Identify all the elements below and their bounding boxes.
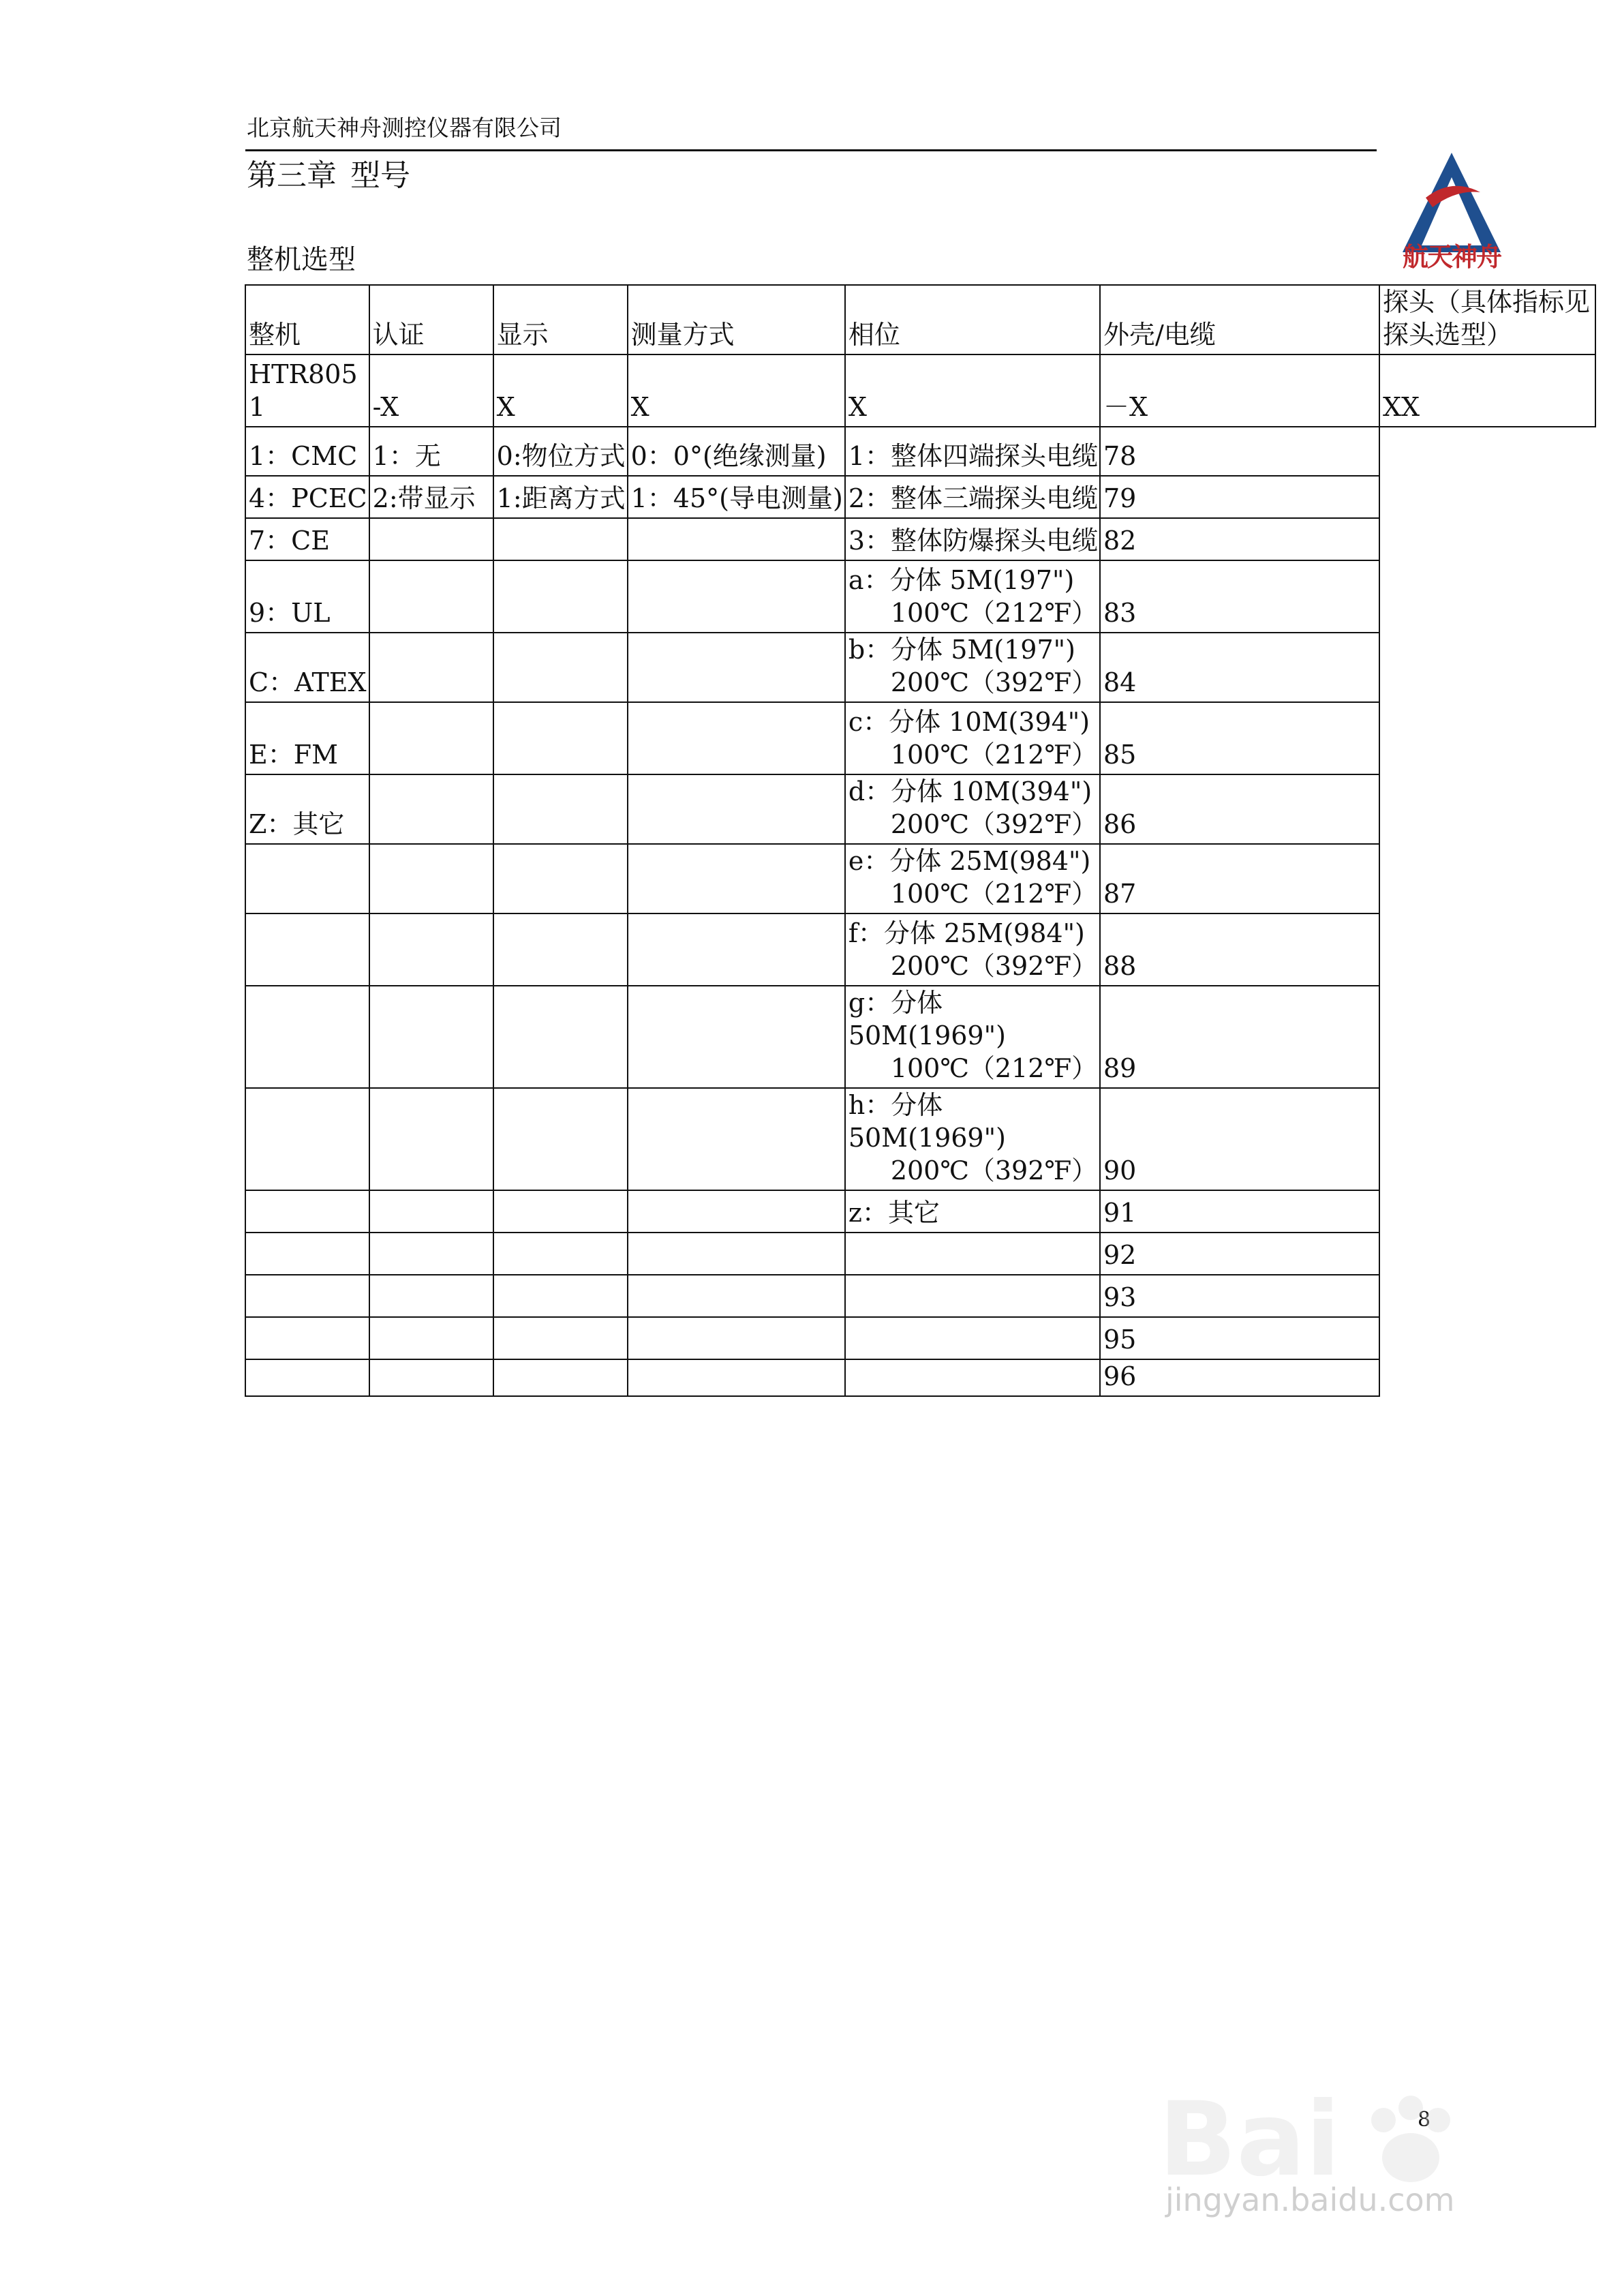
table-cell: [845, 427, 1100, 476]
table-cell: [628, 633, 845, 702]
table-cell: [628, 518, 845, 560]
page-number: 8: [1418, 2108, 1431, 2132]
table-cell: [245, 913, 369, 986]
code-cell: XX: [1379, 354, 1595, 427]
table-cell: [628, 1233, 845, 1275]
watermark-text: jingyan.baidu.com: [1165, 2181, 1455, 2218]
table-cell: [245, 1359, 369, 1396]
table-cell: 84: [1100, 633, 1379, 702]
header-cell: 外壳/电缆: [1100, 285, 1379, 354]
shell-option-label: f：分体 25M(984"): [848, 918, 1085, 948]
table-cell: 1：CMC: [245, 427, 369, 476]
table-cell: [628, 913, 845, 986]
table-header-row: [245, 285, 1595, 354]
table-row: [245, 844, 1595, 913]
table-row: [245, 560, 1595, 633]
header-divider: [245, 149, 1377, 151]
table-cell: 0:物位方式: [493, 427, 628, 476]
table-cell: [245, 1317, 369, 1359]
table-cell: 78: [1100, 427, 1379, 476]
table-cell: [493, 913, 628, 986]
model-cell: HTR8051: [245, 354, 369, 427]
table-cell: 89: [1100, 986, 1379, 1088]
shell-option-label: 1：整体四端探头电缆: [848, 441, 1098, 471]
chapter-title: 型号: [350, 158, 410, 193]
table-cell: [369, 844, 493, 913]
table-cell: [493, 774, 628, 844]
code-cell: -X: [369, 354, 493, 427]
table-cell: [628, 1317, 845, 1359]
header-cell: 测量方式: [628, 285, 845, 354]
table-row: [245, 913, 1595, 986]
table-cell: [628, 702, 845, 774]
shell-option-label: h：分体 50M(1969"): [848, 1090, 1006, 1153]
shell-option-label: z：其它: [848, 1198, 940, 1228]
code-row: [245, 354, 1595, 427]
shell-option-label: g：分体 50M(1969"): [848, 988, 1006, 1051]
table-cell: [369, 1088, 493, 1190]
table-cell: [369, 518, 493, 560]
table-cell: 83: [1100, 560, 1379, 633]
table-cell: 90: [1100, 1088, 1379, 1190]
table-row: [245, 1275, 1595, 1317]
header-cell: 整机: [245, 285, 369, 354]
table-cell: [245, 986, 369, 1088]
shell-temperature: 100℃（212℉）: [890, 740, 1098, 770]
table-cell: [628, 1088, 845, 1190]
code-cell: X: [493, 354, 628, 427]
table-cell: 7：CE: [245, 518, 369, 560]
table-cell: 91: [1100, 1190, 1379, 1233]
section-title: 整机选型: [247, 244, 356, 275]
table-cell: [845, 986, 1100, 1088]
table-cell: [493, 844, 628, 913]
table-cell: [245, 1233, 369, 1275]
table-cell: [369, 560, 493, 633]
header-cell: 相位: [845, 285, 1100, 354]
table-cell: [845, 1088, 1100, 1190]
table-cell: [493, 518, 628, 560]
shell-temperature: 200℃（392℉）: [890, 1155, 1098, 1185]
table-cell: [628, 560, 845, 633]
shell-temperature: 200℃（392℉）: [890, 951, 1098, 981]
table-cell: 1：45°(导电测量): [628, 476, 845, 518]
code-cell: －X: [1100, 354, 1379, 427]
shell-option-label: a：分体 5M(197"): [848, 565, 1075, 595]
table-cell: 93: [1100, 1275, 1379, 1317]
table-cell: 1：无: [369, 427, 493, 476]
table-cell: [369, 1233, 493, 1275]
table-cell: 96: [1100, 1359, 1379, 1396]
table-cell: C：ATEX: [245, 633, 369, 702]
table-cell: 87: [1100, 844, 1379, 913]
table-cell: [628, 1190, 845, 1233]
table-row: [245, 1317, 1595, 1359]
table-row: [245, 986, 1595, 1088]
table-cell: Z：其它: [245, 774, 369, 844]
table-cell: [845, 1317, 1100, 1359]
table-cell: 85: [1100, 702, 1379, 774]
table-cell: [845, 1359, 1100, 1396]
table-cell: 86: [1100, 774, 1379, 844]
table-row: [245, 1233, 1595, 1275]
table-cell: [369, 702, 493, 774]
table-row: [245, 633, 1595, 702]
table-row: [245, 518, 1595, 560]
header-cell: 显示: [493, 285, 628, 354]
table-cell: 95: [1100, 1317, 1379, 1359]
table-cell: [493, 633, 628, 702]
table-cell: [369, 1275, 493, 1317]
shell-option-label: b：分体 5M(197"): [848, 635, 1075, 665]
table-cell: [369, 913, 493, 986]
table-cell: [369, 1359, 493, 1396]
table-cell: [845, 702, 1100, 774]
chapter-label: 第三章: [247, 158, 337, 193]
shell-temperature: 200℃（392℉）: [890, 809, 1098, 839]
table-cell: [845, 1190, 1100, 1233]
table-cell: [369, 986, 493, 1088]
table-cell: [845, 1275, 1100, 1317]
table-cell: [493, 1359, 628, 1396]
table-cell: 82: [1100, 518, 1379, 560]
shell-temperature: 100℃（212℉）: [890, 1053, 1098, 1083]
svg-text:Bai: Bai: [1159, 2081, 1341, 2199]
table-cell: 88: [1100, 913, 1379, 986]
table-cell: [493, 1190, 628, 1233]
table-cell: 1:距离方式: [493, 476, 628, 518]
table-cell: 92: [1100, 1233, 1379, 1275]
table-cell: [369, 1317, 493, 1359]
table-cell: [493, 702, 628, 774]
table-cell: [493, 986, 628, 1088]
table-row: [245, 702, 1595, 774]
table-cell: [369, 774, 493, 844]
table-cell: [845, 774, 1100, 844]
company-name: 北京航天神舟测控仪器有限公司: [247, 115, 562, 141]
table-cell: [845, 476, 1100, 518]
table-cell: 4：PCEC: [245, 476, 369, 518]
table-cell: [845, 633, 1100, 702]
table-cell: [628, 844, 845, 913]
header-cell: 认证: [369, 285, 493, 354]
logo-text: 航天神舟: [1402, 242, 1501, 272]
shell-temperature: 100℃（212℉）: [890, 598, 1098, 628]
table-row: [245, 476, 1595, 518]
table-cell: 0：0°(绝缘测量): [628, 427, 845, 476]
table-cell: [493, 1317, 628, 1359]
table-cell: [628, 774, 845, 844]
table-cell: [245, 1190, 369, 1233]
table-cell: [245, 1088, 369, 1190]
table-cell: [493, 1233, 628, 1275]
table-cell: [245, 844, 369, 913]
table-cell: [493, 1275, 628, 1317]
model-selection-table: [245, 284, 1596, 1397]
shell-option-label: 3：整体防爆探头电缆: [848, 526, 1098, 556]
shell-option-label: 2：整体三端探头电缆: [848, 483, 1098, 513]
chapter-heading: [247, 157, 410, 195]
table-cell: E：FM: [245, 702, 369, 774]
header-cell: 探头（具体指标见探头选型）: [1379, 285, 1595, 354]
table-row: [245, 1088, 1595, 1190]
table-cell: [493, 560, 628, 633]
table-row: [245, 1359, 1595, 1396]
table-cell: 2:带显示: [369, 476, 493, 518]
shell-option-label: d：分体 10M(394"): [848, 776, 1092, 806]
table-cell: [369, 633, 493, 702]
table-cell: [845, 913, 1100, 986]
table-cell: [845, 1233, 1100, 1275]
table-cell: [845, 844, 1100, 913]
table-row: [245, 1190, 1595, 1233]
shell-option-label: c：分体 10M(394"): [848, 707, 1090, 737]
table-cell: [628, 1359, 845, 1396]
table-cell: [628, 986, 845, 1088]
code-cell: X: [845, 354, 1100, 427]
table-cell: 79: [1100, 476, 1379, 518]
table-cell: [369, 1190, 493, 1233]
table-cell: 9：UL: [245, 560, 369, 633]
table-cell: [493, 1088, 628, 1190]
table-cell: [628, 1275, 845, 1317]
shell-temperature: 100℃（212℉）: [890, 879, 1098, 909]
shell-option-label: e：分体 25M(984"): [848, 846, 1091, 876]
table-cell: [845, 560, 1100, 633]
shell-temperature: 200℃（392℉）: [890, 667, 1098, 697]
table-row: [245, 427, 1595, 476]
table-cell: [845, 518, 1100, 560]
code-cell: X: [628, 354, 845, 427]
table-cell: [245, 1275, 369, 1317]
table-row: [245, 774, 1595, 844]
